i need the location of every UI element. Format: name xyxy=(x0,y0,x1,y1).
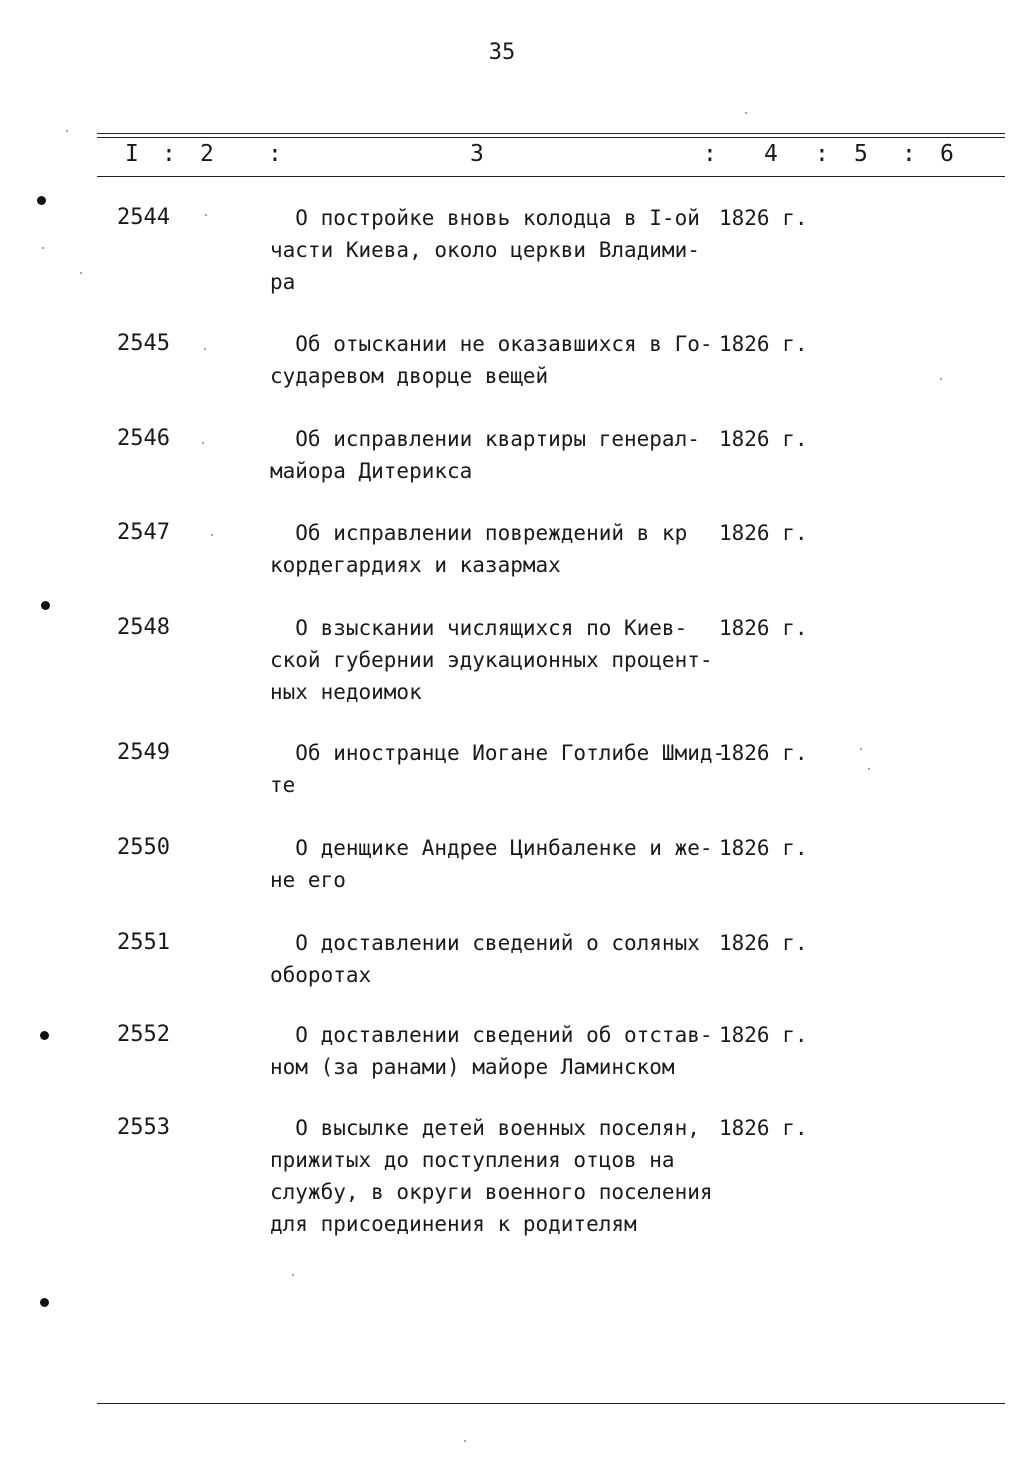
case-number: 2548 xyxy=(117,615,170,640)
case-year: 1826 г. xyxy=(719,836,808,860)
case-year: 1826 г. xyxy=(719,1116,808,1140)
case-title-line: сударевом дворце вещей xyxy=(270,364,549,388)
scan-speck xyxy=(292,1274,294,1276)
punch-hole-mark xyxy=(40,1031,49,1040)
column-header-5: 5 xyxy=(854,141,868,167)
column-header-2: 2 xyxy=(200,141,214,167)
case-year: 1826 г. xyxy=(719,206,808,230)
page-bottom-rule xyxy=(97,1403,1005,1404)
column-separator: : xyxy=(268,141,282,167)
column-separator: : xyxy=(902,141,916,167)
case-year: 1826 г. xyxy=(719,1023,808,1047)
case-number: 2551 xyxy=(117,930,170,955)
case-title xyxy=(270,423,725,487)
column-header-6: 6 xyxy=(940,141,954,167)
case-title-line: оборотах xyxy=(270,963,372,987)
column-separator: : xyxy=(815,141,829,167)
case-title-line: О денщике Андрее Цинбаленке и же- xyxy=(270,836,713,860)
case-number: 2553 xyxy=(117,1115,170,1140)
scan-speck xyxy=(204,348,206,350)
case-title xyxy=(270,612,725,708)
case-title-line: Об отыскании не оказавшихся в Го- xyxy=(270,332,713,356)
scan-speck xyxy=(80,272,82,274)
case-year: 1826 г. xyxy=(719,616,808,640)
case-year: 1826 г. xyxy=(719,521,808,545)
case-number: 2544 xyxy=(117,205,170,230)
scan-speck xyxy=(202,442,204,444)
case-title xyxy=(270,832,725,896)
case-title-line: кордегардиях и казармах xyxy=(270,553,561,577)
scan-speck xyxy=(745,112,747,114)
case-title xyxy=(270,202,725,298)
scan-speck xyxy=(211,534,213,536)
case-year: 1826 г. xyxy=(719,741,808,765)
case-title xyxy=(270,1112,725,1240)
scan-speck xyxy=(66,130,68,132)
case-title-line: ных недоимок xyxy=(270,680,422,704)
header-rule-bottom xyxy=(97,176,1005,177)
case-title-line: ской губернии эдукационных процент- xyxy=(270,648,713,672)
header-rule-top-inner xyxy=(97,137,1005,138)
case-title xyxy=(270,927,725,991)
case-title-line: О постройке вновь колодца в I-ой xyxy=(270,206,700,230)
case-title-line: ра xyxy=(270,270,296,294)
scan-speck xyxy=(464,1440,466,1442)
case-title-line: для присоединения к родителям xyxy=(270,1212,637,1236)
case-number: 2550 xyxy=(117,835,170,860)
case-title-line: части Киева, около церкви Владими- xyxy=(270,238,700,262)
case-title xyxy=(270,328,725,392)
case-title xyxy=(270,737,725,801)
case-title-line: прижитых до поступления отцов на xyxy=(270,1148,675,1172)
case-title-line: О высылке детей военных поселян, xyxy=(270,1116,700,1140)
header-rule-top xyxy=(97,133,1005,134)
case-title-line: О взыскании числящихся по Киев- xyxy=(270,616,688,640)
case-title-line: О доставлении сведений об отстав- xyxy=(270,1023,713,1047)
case-title-line: Об иностранце Иогане Готлибе Шмид- xyxy=(270,741,726,765)
column-header-1: I xyxy=(125,141,139,167)
case-title-line: не его xyxy=(270,868,346,892)
column-separator: : xyxy=(162,141,176,167)
case-title-line: ном (за ранами) майоре Ламинском xyxy=(270,1055,675,1079)
case-number: 2549 xyxy=(117,740,170,765)
case-number: 2552 xyxy=(117,1022,170,1047)
column-header-3: 3 xyxy=(470,141,484,167)
case-title-line: Об исправлении повреждений в кр xyxy=(270,521,688,545)
case-title-line: О доставлении сведений о соляных xyxy=(270,931,700,955)
punch-hole-mark xyxy=(41,601,50,610)
scan-speck xyxy=(205,214,207,216)
case-number: 2545 xyxy=(117,331,170,356)
case-title-line: те xyxy=(270,773,296,797)
page-number: 35 xyxy=(488,40,516,65)
scan-speck xyxy=(42,247,44,249)
case-title-line: Об исправлении квартиры генерал- xyxy=(270,427,700,451)
case-title-line: майора Дитерикса xyxy=(270,459,473,483)
scan-speck xyxy=(868,768,870,770)
case-number: 2547 xyxy=(117,520,170,545)
scan-speck xyxy=(940,378,942,380)
column-header-4: 4 xyxy=(764,141,778,167)
case-title-line: службу, в округи военного поселения xyxy=(270,1180,713,1204)
case-number: 2546 xyxy=(117,426,170,451)
case-title xyxy=(270,1019,725,1083)
column-separator: : xyxy=(703,141,717,167)
punch-hole-mark xyxy=(37,196,46,205)
scan-speck xyxy=(860,748,862,750)
case-year: 1826 г. xyxy=(719,427,808,451)
case-year: 1826 г. xyxy=(719,332,808,356)
case-year: 1826 г. xyxy=(719,931,808,955)
case-title xyxy=(270,517,725,581)
punch-hole-mark xyxy=(40,1298,49,1307)
